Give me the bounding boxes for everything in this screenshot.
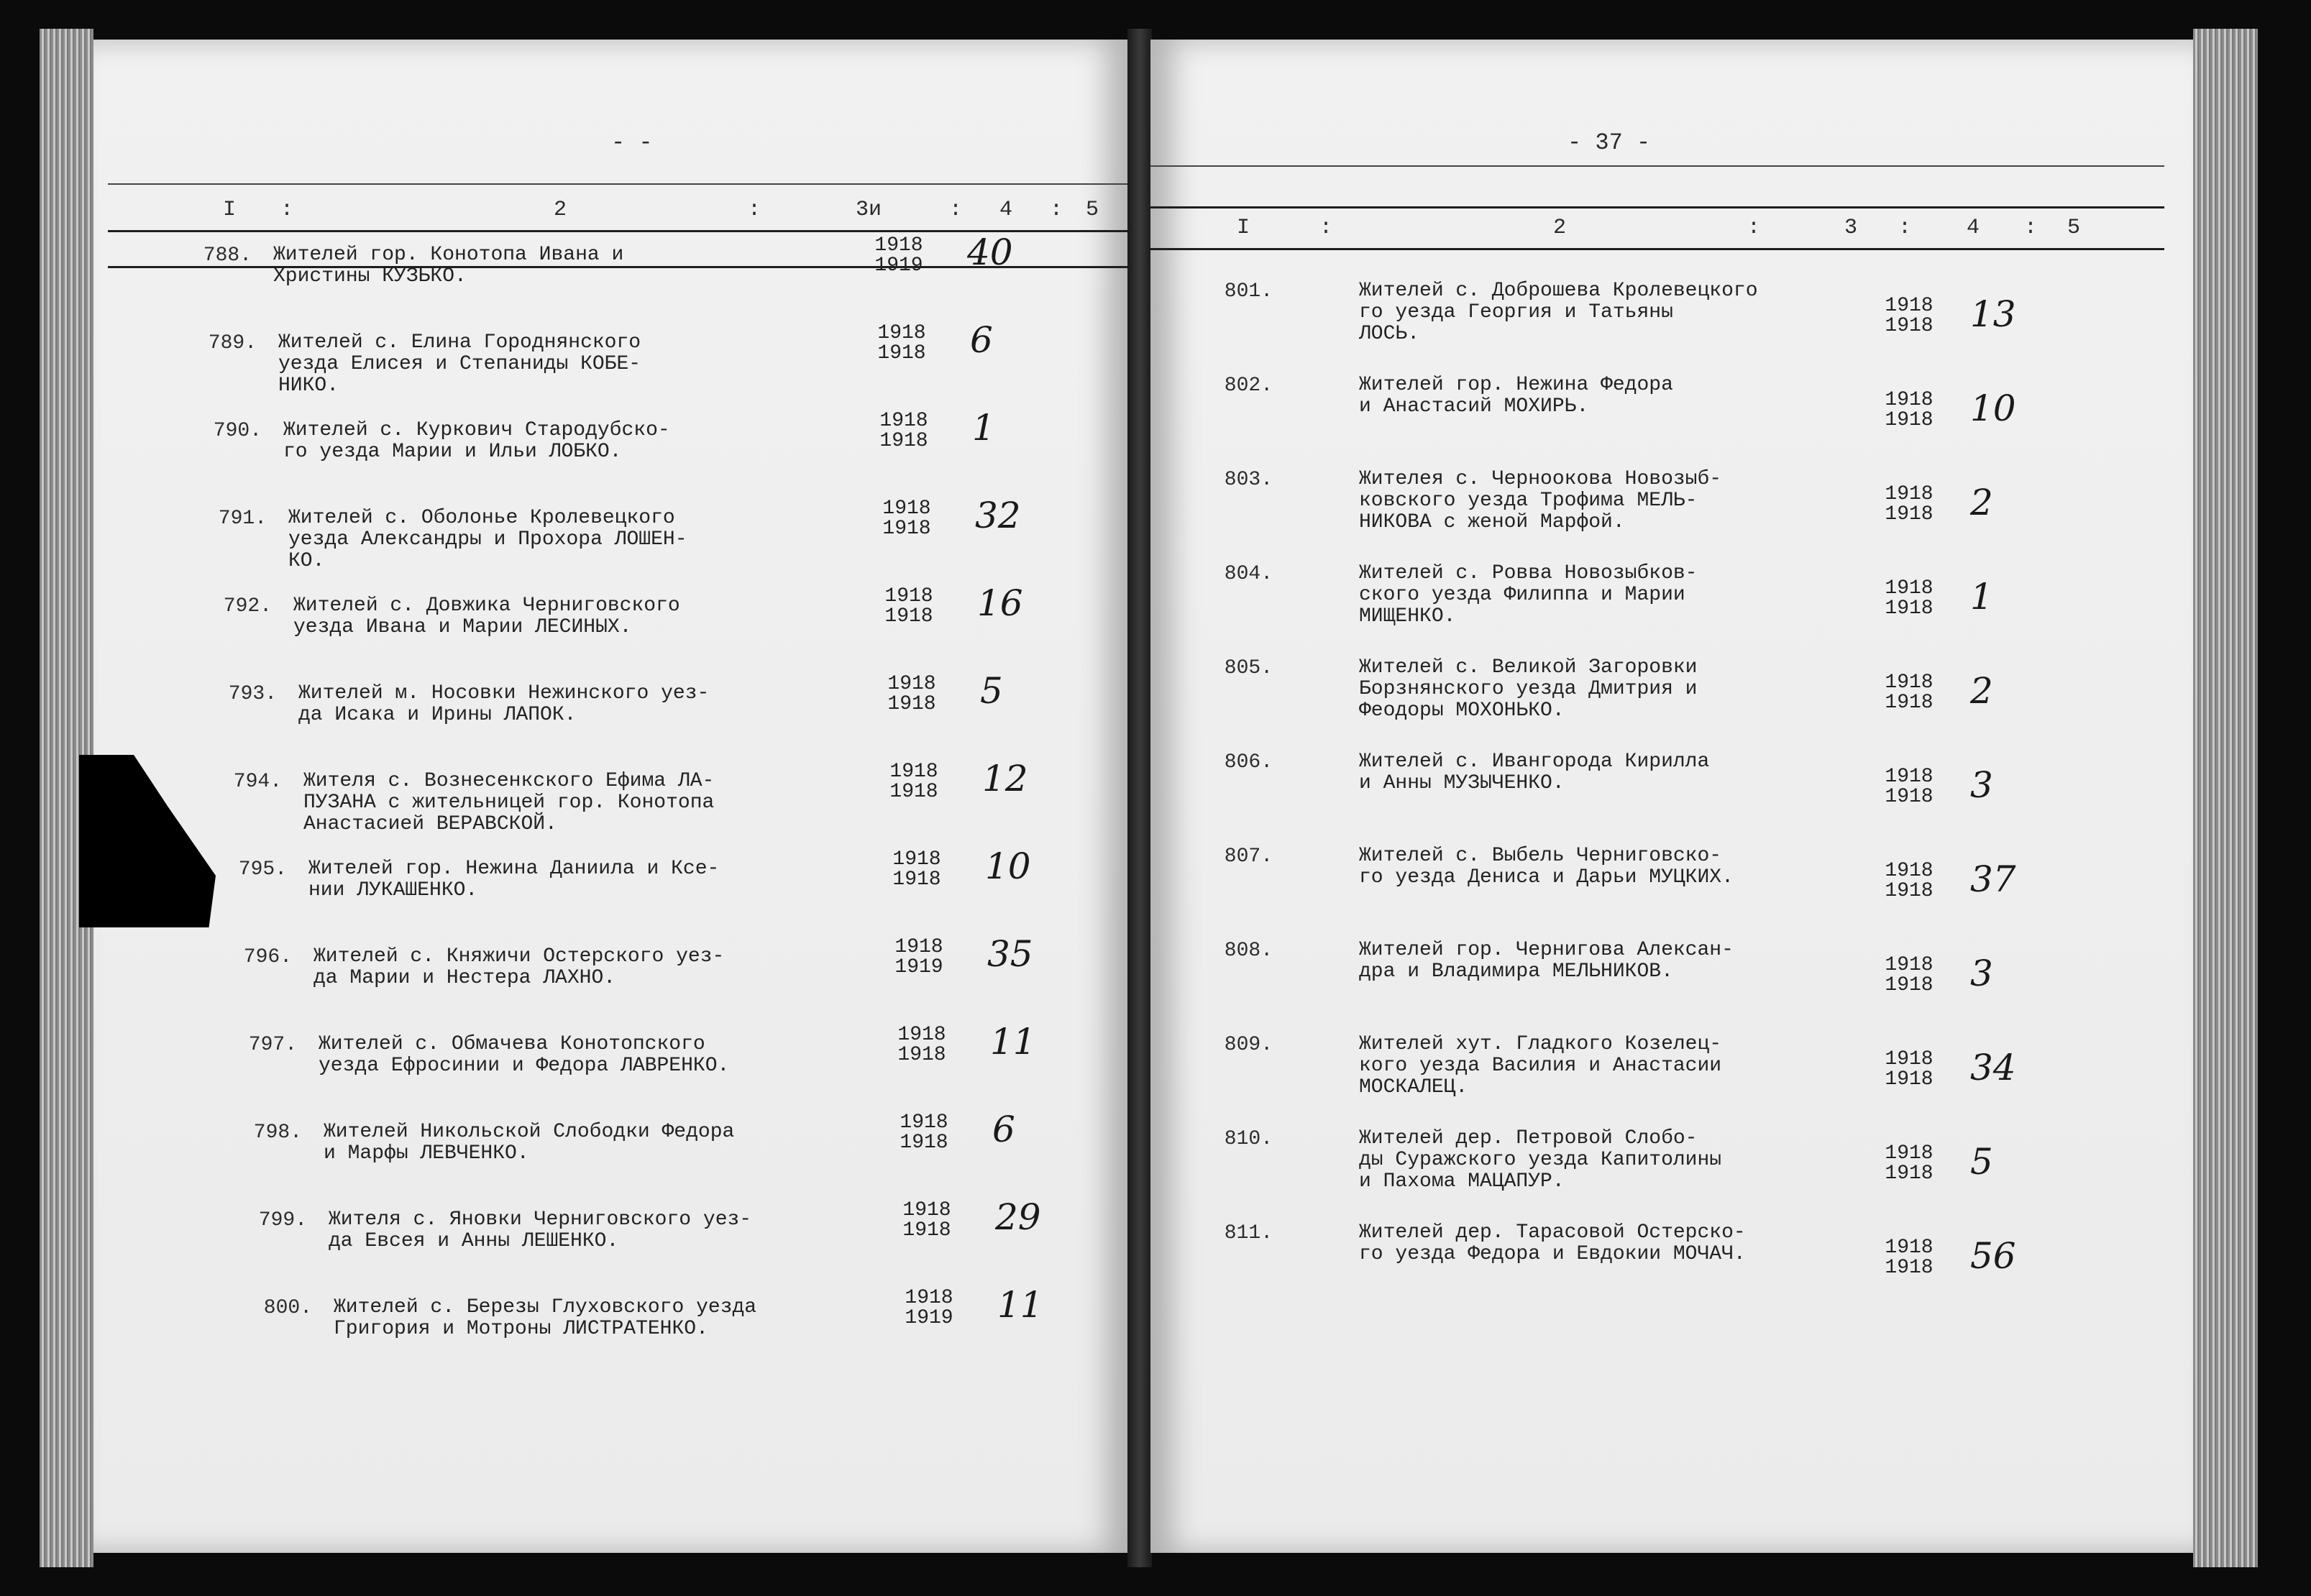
entry-count-handwritten: 6 [970,319,993,361]
entry-number: 811. [1224,1222,1273,1244]
column-header-cell: 3 [1844,216,1858,240]
entry-description: Жителей с. Выбель Черниговско- го уезда Дениса и Дарьи МУЦКИХ. [1359,845,1734,889]
entry-description: Жителей гор. Нежина Федора и Анастасий МОХИРЬ. [1359,374,1673,418]
entry-description: Жителей дер. Тарасовой Остерско- го уезда Федора и Евдокии МОЧАЧ. [1359,1221,1746,1265]
entry-years: 1918 1919 [874,234,923,277]
entry-count-handwritten: 29 [995,1196,1041,1238]
column-header-cell: : [1747,216,1761,240]
entry-number: 799. [258,1209,307,1232]
entry-number: 796. [243,946,292,968]
page-number: - - [611,129,653,156]
entry-years: 1918 1918 [1885,766,1934,808]
entry-years: 1918 1918 [1885,1142,1934,1185]
entry-count-handwritten: 34 [1970,1047,2016,1088]
entry-number: 801. [1224,280,1273,303]
entry-years: 1918 1919 [905,1287,953,1329]
entry-years: 1918 1918 [897,1024,946,1066]
entry-count-handwritten: 2 [1970,482,1993,523]
column-header-cell: 4 [1967,216,1980,240]
entry-description: Жителей с. Довжика Черниговского уезда Ивана и Марии ЛЕСИНЫХ. [293,595,680,638]
entry-count-handwritten: 13 [1970,293,2016,335]
entry-description: Жителей хут. Гладкого Козелец- кого уезда Василия и Анастасии МОСКАЛЕЦ. [1359,1033,1722,1099]
entry-years: 1918 1918 [1885,671,1934,714]
page-number: - 37 - [1568,129,1651,156]
column-header-cell: I [223,198,237,222]
entry-description: Жителя с. Вознесенкского Ефима ЛА- ПУЗАНА с жительницей гор. Конотопа Анастасией ВЕРАВСКОЙ. [303,770,715,835]
entry-count-handwritten: 35 [987,933,1033,975]
entry-description: Жителей с. Оболонье Кролевецкого уезда Александры и Прохора ЛОШЕН- КО. [288,507,687,572]
right-page [1150,40,2193,1553]
entry-description: Жителей гор. Нежина Даниила и Ксе- нии ЛУКАШЕНКО. [308,858,720,902]
column-header-cell: 3и [856,198,882,222]
entry-count-handwritten: 16 [977,582,1023,624]
column-header-cell: 5 [1086,198,1099,222]
column-header-cell: : [1050,198,1063,222]
entry-years: 1918 1918 [1885,577,1934,620]
entry-count-handwritten: 1 [972,407,995,449]
entry-description: Жителей м. Носовки Нежинского уез- да Исака и Ирины ЛАПОК. [298,682,710,726]
entry-count-handwritten: 10 [985,845,1031,887]
entry-years: 1918 1918 [1885,1237,1934,1279]
entry-description: Жителей с. Доброшева Кролевецкого го уезда Георгия и Татьяны ЛОСЬ. [1359,280,1758,345]
entry-number: 798. [253,1122,302,1144]
entry-description: Жителей с. Березы Глуховского уезда Григория и Мотроны ЛИСТРАТЕНКО. [334,1296,757,1340]
entry-number: 804. [1224,563,1273,585]
column-header-cell: : [748,198,761,222]
column-header-cell: : [949,198,963,222]
column-header-cell: : [2024,216,2038,240]
entry-description: Жителей с. Елина Городнянского уезда Елисея и Степаниды КОБЕ- НИКО. [278,331,641,397]
entry-years: 1918 1918 [892,848,941,891]
entry-years: 1918 1918 [889,761,938,803]
entry-number: 788. [203,244,252,267]
entry-years: 1918 1918 [877,322,926,364]
entry-number: 802. [1224,375,1273,397]
entry-description: Жителей гор. Чернигова Алексан- дра и Владимира МЕЛЬНИКОВ. [1359,939,1734,983]
column-header-cell: 4 [999,198,1013,222]
entry-years: 1918 1918 [1885,954,1934,996]
entry-number: 809. [1224,1034,1273,1056]
entry-number: 791. [218,508,267,530]
entry-number: 806. [1224,751,1273,774]
entry-years: 1918 1918 [879,410,928,452]
entry-count-handwritten: 10 [1970,387,2016,429]
header-rule-top [1150,206,2164,208]
entry-years: 1918 1918 [884,585,933,628]
entry-years: 1918 1918 [887,673,936,715]
entry-years: 1918 1918 [900,1111,948,1154]
entry-description: Жителей дер. Петровой Слобо- ды Суражского уезда Капитолины и Пахома МАЦАПУР. [1359,1127,1722,1193]
entry-number: 792. [223,595,272,618]
entry-count-handwritten: 56 [1970,1235,2016,1277]
left-page [93,40,1129,1553]
entry-count-handwritten: 3 [1970,953,1993,994]
column-header-cell: I [1237,216,1250,240]
column-header-cell: : [280,198,294,222]
entry-number: 795. [238,858,287,881]
entry-count-handwritten: 5 [980,670,1003,712]
entry-description: Жителей Никольской Слободки Федора и Марфы ЛЕВЧЕНКО. [324,1121,735,1165]
entry-count-handwritten: 32 [975,495,1021,536]
entry-count-handwritten: 11 [990,1021,1036,1063]
right-page-stack [2193,29,2258,1567]
entry-count-handwritten: 12 [982,758,1028,799]
entry-years: 1918 1918 [1885,483,1934,526]
entry-number: 793. [228,683,277,705]
entry-count-handwritten: 3 [1970,764,1993,806]
entry-description: Жителей с. Обмачева Конотопского уезда Ефросинии и Федора ЛАВРЕНКО. [319,1033,730,1077]
entry-years: 1918 1918 [902,1199,951,1242]
header-rule-bottom [1150,248,2164,250]
entry-number: 797. [248,1034,297,1056]
column-header-cell: 2 [1553,216,1567,240]
book-gutter [1127,29,1152,1567]
entry-count-handwritten: 5 [1970,1141,1993,1183]
entry-count-handwritten: 40 [967,231,1013,273]
entry-count-handwritten: 37 [1970,858,2016,900]
entry-description: Жителей с. Княжичи Остерского уез- да Марии и Нестера ЛАХНО. [314,945,725,989]
entry-description: Жителей гор. Конотопа Ивана и Христины КУЗЬКО. [273,244,624,288]
entry-description: Жителей с. Ивангорода Кирилла и Анны МУЗЫЧЕНКО. [1359,751,1710,794]
entry-description: Жителей с. Куркович Стародубско- го уезда Марии и Ильи ЛОБКО. [283,419,670,463]
entry-description: Жителей с. Ровва Новозыбков- ского уезда Филиппа и Марии МИЩЕНКО. [1359,562,1698,628]
entry-number: 803. [1224,469,1273,491]
entry-count-handwritten: 6 [992,1109,1015,1150]
entry-years: 1918 1918 [1885,295,1934,337]
entry-description: Жителея с. Черноокова Новозыб- ковского уезда Трофима МЕЛЬ- НИКОВА с женой Марфой. [1359,468,1722,533]
entry-years: 1918 1918 [1885,860,1934,902]
entry-number: 790. [213,420,262,442]
entry-number: 810. [1224,1128,1273,1150]
column-header-cell: : [1319,216,1333,240]
column-header-cell: 5 [2067,216,2081,240]
entry-count-handwritten: 2 [1970,670,1993,712]
entry-years: 1918 1918 [1885,389,1934,431]
entry-count-handwritten: 11 [997,1284,1043,1326]
entry-years: 1918 1918 [882,497,931,540]
column-header-cell: : [1898,216,1912,240]
entry-number: 808. [1224,940,1273,962]
entry-number: 807. [1224,845,1273,868]
entry-number: 789. [208,332,257,354]
entry-number: 805. [1224,657,1273,679]
entry-number: 794. [233,771,282,793]
column-header-cell: 2 [554,198,567,222]
header-rule-top [108,183,1129,185]
entry-description: Жителя с. Яновки Черниговского уез- да Евсея и Анны ЛЕШЕНКО. [329,1209,752,1252]
header-rule-top [1150,165,2164,167]
entry-years: 1918 1919 [894,936,943,978]
entry-description: Жителей с. Великой Загоровки Борзнянского уезда Дмитрия и Феодоры МОХОНЬКО. [1359,656,1698,722]
entry-number: 800. [263,1297,312,1319]
entry-years: 1918 1918 [1885,1048,1934,1091]
entry-count-handwritten: 1 [1970,576,1993,618]
